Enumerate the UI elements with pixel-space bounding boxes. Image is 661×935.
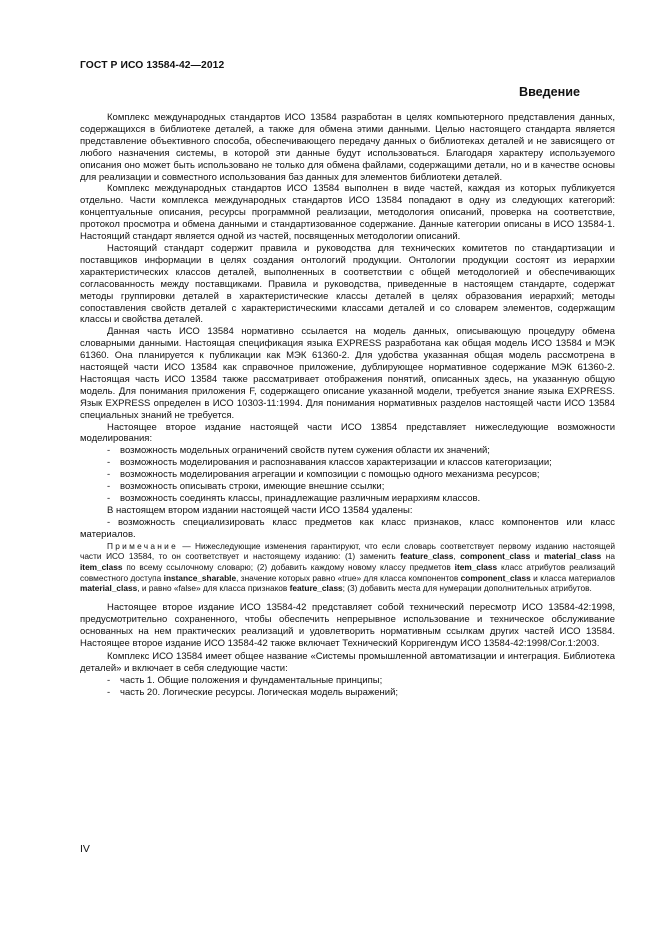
page-number: IV [80, 843, 90, 855]
paragraph-2: Комплекс международных стандартов ИСО 13584 выполнен в виде частей, каждая из которых публикуется отдельно. Части комплекса международных стандартов ИСО 13584 попадают в одну из следующих категорий: концептуальные описания, ресурсы программной реализации, методология описаний, проверка на соответствие, протокол просмотра и обмена данными и стандартизованное содержание. Данные категории описаны в ИСО 13584-1. Настоящий стандарт является одной из частей, посвященных методологии описаний. [80, 183, 615, 243]
paragraph-4: Данная часть ИСО 13584 нормативно ссылается на модель данных, описывающую процедуру обмена словарными данными. Настоящая спецификация языка EXPRESS разработана как общая модель ИСО 13584 и МЭК 61360. Она планируется к публикации как МЭК 61360-2. Для удобства указанная общая модель рассмотрена в настоящей части ИСО 13584 как справочное приложение, дублирующее нормативное содержание МЭК 61360-2. Настоящая часть ИСО 13584 также рассматривает отображения понятий, описанных здесь, на указанную общую модель. Для понимания приложения F, содержащего описание указанной модели, требуется знание языка EXPRESS. Язык EXPRESS определен в ИСО 10303-11:1994. Для понимания нормативных разделов настоящей части ИСО 13584 специальных знаний не требуется. [80, 326, 615, 421]
standard-header: ГОСТ Р ИСО 13584-42—2012 [80, 60, 225, 71]
list-item: - часть 20. Логические ресурсы. Логическая модель выражений; [107, 686, 399, 698]
parts-list [80, 675, 615, 699]
features-list [80, 445, 615, 505]
list-item: - возможность модельных ограничений свойств путем сужения области их значений; [107, 445, 490, 457]
list-item: - возможность моделирования и распознавания классов характеризации и классов категоризации; [107, 457, 552, 469]
note-label: Примечание [107, 540, 179, 551]
note: Примечание — Нижеследующие изменения гарантируют, что если словарь соответствует первому изданию настоящей части ИСО 13584, то он соответствует и настоящему изданию: (1) заменить feature_class, component_class и material_class на item_class по всему ссылочному словарю; (2) добавить каждому новому классу предметов item_class класс атрибутов реализаций совместного доступа instance_sharable, значение которых равно «true» для класса компонентов component_class и класса материалов material_class, и равно «false» для класса признаков feature_class; (3) добавить места для нумерации дополнительных атрибутов. [80, 540, 615, 594]
removed-item: - возможность специализировать класс предметов как класс признаков, класс компонентов или класс материалов. [80, 516, 615, 540]
paragraph-6: Настоящее второе издание ИСО 13584-42 представляет собой технический пересмотр ИСО 13584-42:1998, предусмотрительно сохраненного, чтобы обеспечить непрерывное использование и техническое обслуживание основанных на нем практических реализаций и удовлетворить нормативным ссылкам других частей ИСО 13584. Настоящее второе издание ИСО 13584-42 также включает Технический Корригендум ИСО 13584-42:1998/Cor.1:2003. [80, 602, 615, 650]
paragraph-3: Настоящий стандарт содержит правила и руководства для технических комитетов по стандартизации и поставщиков информации в целях создания онтологий продукции. Онтологии продукции состоят из иерархии характеристических классов деталей, выполненных в соответствии с общей методологией и обеспечивающих согласованность между поставщиками. Правила и руководства, приведенные в настоящем стандарте, содержат методы группировки деталей в характеристические классы деталей в целях образования иерархий; методы сопоставления свойств деталей с характеристическими классами деталей и со словарем элементов, содержащим классы и свойства деталей. [80, 242, 615, 326]
section-title: Введение [518, 85, 580, 99]
removed-intro: В настоящем втором издании настоящей части ИСО 13584 удалены: [107, 504, 413, 516]
list-item: - часть 1. Общие положения и фундаментальные принципы; [107, 674, 383, 686]
paragraph-7: Комплекс ИСО 13584 имеет общее название «Системы промышленной автоматизации и интеграция. Библиотека деталей» и включает в себя следующие части: [80, 650, 615, 674]
list-item: - возможность соединять классы, принадлежащие различным иерархиям классов. [107, 493, 481, 504]
list-item: - возможность моделирования агрегации и композиции с помощью одного механизма ресурсов; [107, 469, 540, 481]
document-body [80, 112, 615, 699]
list-item: - возможность описывать строки, имеющие внешние ссылки; [107, 481, 385, 493]
paragraph-1: Комплекс международных стандартов ИСО 13584 разработан в целях компьютерного представления данных, содержащихся в библиотеке деталей, а также для обмена этими данными. Целью настоящего стандарта является представление объективного способа, обеспечивающего передачу данных о библиотеках деталей и не зависящего от любого назначения системы, в которой эти данные будут использоваться. Благодаря характеру используемого описания оно может быть использовано не только для обмена файлами, содержащими детали, но и в качестве основы для реализации и совместного использования баз данных для элементов библиотеки деталей. [80, 112, 615, 183]
closing-section [80, 602, 615, 698]
paragraph-5: Настоящее второе издание настоящей части ИСО 13854 представляет нижеследующие возможности моделирования: [80, 421, 615, 445]
